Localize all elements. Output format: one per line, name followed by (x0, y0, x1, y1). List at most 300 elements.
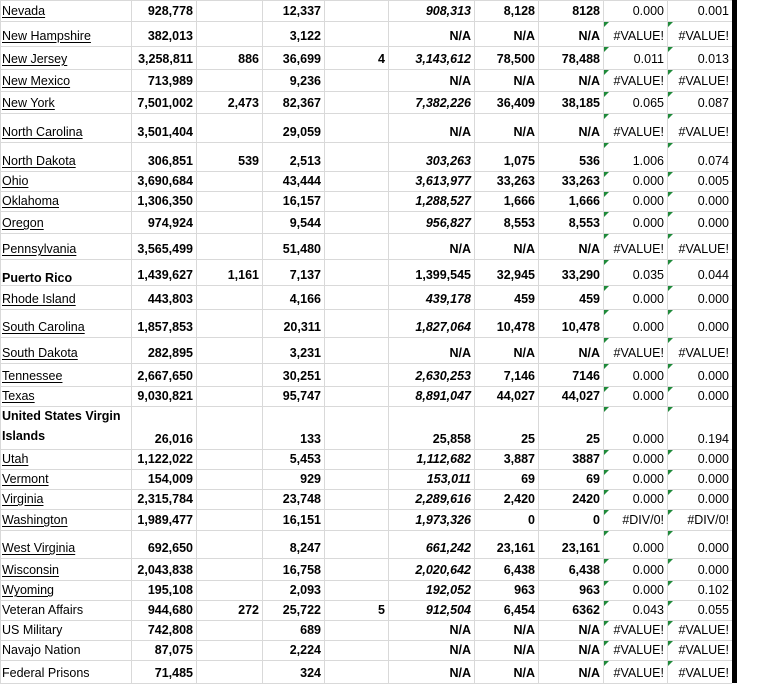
data-cell[interactable]: 8128 (572, 4, 600, 18)
data-cell[interactable]: 0.087 (697, 96, 729, 110)
data-cell[interactable]: 0.000 (632, 174, 664, 188)
data-cell[interactable] (325, 309, 388, 337)
data-cell[interactable]: N/A (513, 74, 535, 88)
data-cell[interactable]: 7,137 (289, 268, 321, 282)
data-cell[interactable]: 1,666 (568, 194, 600, 208)
data-cell[interactable]: 0.000 (632, 320, 664, 334)
data-cell[interactable]: 1,161 (227, 268, 259, 282)
row-label-cell[interactable]: Pennsylvania (2, 242, 77, 256)
row-label-cell[interactable]: Oklahoma (2, 194, 59, 208)
data-cell[interactable] (197, 285, 262, 309)
data-cell[interactable]: 661,242 (425, 541, 471, 555)
data-cell[interactable]: 0.000 (632, 216, 664, 230)
error-indicator-icon (604, 490, 609, 495)
data-cell[interactable]: 133 (300, 432, 321, 446)
data-cell[interactable]: 382,013 (147, 29, 193, 43)
data-cell[interactable]: 43,444 (282, 174, 321, 188)
data-cell[interactable]: 0.001 (697, 4, 729, 18)
data-cell[interactable]: 69 (521, 472, 535, 486)
data-cell[interactable]: 2,667,650 (137, 369, 193, 383)
data-cell[interactable] (325, 171, 388, 191)
data-cell[interactable]: 0.000 (632, 492, 664, 506)
data-cell[interactable]: 3,565,499 (137, 242, 193, 256)
data-cell[interactable]: 2420 (572, 492, 600, 506)
data-cell[interactable]: 0.005 (697, 174, 729, 188)
data-cell[interactable] (325, 558, 388, 580)
data-cell[interactable] (197, 469, 262, 489)
data-cell[interactable] (197, 233, 262, 259)
data-cell[interactable]: N/A (578, 666, 600, 680)
data-cell[interactable]: 1,827,064 (415, 320, 471, 334)
data-cell[interactable] (325, 469, 388, 489)
data-cell[interactable]: 1.006 (632, 154, 664, 168)
data-cell[interactable]: N/A (449, 125, 471, 139)
data-cell[interactable]: N/A (449, 29, 471, 43)
row-label-cell[interactable]: Virginia (2, 492, 44, 506)
data-cell[interactable]: #VALUE! (613, 74, 664, 88)
data-cell[interactable]: N/A (578, 643, 600, 657)
data-cell[interactable] (325, 530, 388, 558)
data-cell[interactable]: 38,185 (561, 96, 600, 110)
error-indicator-icon (668, 490, 673, 495)
data-cell[interactable]: 23,161 (561, 541, 600, 555)
data-cell[interactable]: 2,224 (289, 643, 321, 657)
data-cell[interactable] (325, 142, 388, 171)
data-cell[interactable]: 87,075 (154, 643, 193, 657)
error-indicator-icon (668, 621, 673, 626)
data-cell[interactable]: 9,030,821 (137, 389, 193, 403)
data-cell[interactable]: 2,513 (289, 154, 321, 168)
data-cell[interactable]: 0.000 (632, 583, 664, 597)
row-label-cell[interactable]: Nevada (2, 4, 46, 18)
row-label-cell[interactable]: Wyoming (2, 583, 54, 597)
data-cell[interactable] (197, 21, 262, 46)
data-cell[interactable] (325, 0, 388, 21)
data-cell[interactable]: 8,128 (503, 4, 535, 18)
data-cell[interactable]: 78,500 (496, 52, 535, 66)
data-cell[interactable]: 0.000 (632, 4, 664, 18)
data-cell[interactable]: 272 (238, 603, 259, 617)
data-cell[interactable]: 306,851 (147, 154, 193, 168)
data-cell[interactable]: 0.035 (632, 268, 664, 282)
data-cell[interactable]: 51,480 (282, 242, 321, 256)
data-cell[interactable]: N/A (449, 346, 471, 360)
data-cell[interactable]: #VALUE! (613, 242, 664, 256)
data-cell[interactable]: 1,989,477 (137, 513, 193, 527)
data-cell[interactable]: 1,122,022 (137, 452, 193, 466)
data-cell[interactable]: 0 (528, 513, 535, 527)
row-label-cell[interactable]: New York (2, 96, 55, 110)
data-cell[interactable]: 2,093 (289, 583, 321, 597)
row-label-cell[interactable]: South Carolina (2, 320, 85, 334)
row-label-cell[interactable]: Oregon (2, 216, 44, 230)
data-cell[interactable]: 0.000 (632, 389, 664, 403)
data-cell[interactable]: N/A (449, 643, 471, 657)
data-cell[interactable]: N/A (449, 666, 471, 680)
data-cell[interactable]: 0 (593, 513, 600, 527)
data-cell[interactable]: 2,043,838 (137, 563, 193, 577)
data-cell[interactable]: 1,857,853 (137, 320, 193, 334)
data-cell[interactable]: 0.194 (697, 432, 729, 446)
data-cell[interactable] (197, 171, 262, 191)
error-indicator-icon (604, 114, 609, 119)
data-cell[interactable] (197, 211, 262, 233)
data-cell[interactable]: 23,161 (496, 541, 535, 555)
row-label-cell[interactable]: Veteran Affairs (2, 603, 84, 617)
data-cell[interactable]: 324 (300, 666, 321, 680)
data-cell[interactable]: 539 (238, 154, 259, 168)
data-cell[interactable]: 2,315,784 (137, 492, 193, 506)
data-cell[interactable] (325, 233, 388, 259)
data-cell[interactable]: 8,553 (503, 216, 535, 230)
row-label-cell[interactable]: West Virginia (2, 541, 76, 555)
data-cell[interactable]: 974,924 (147, 216, 193, 230)
data-cell[interactable]: N/A (578, 242, 600, 256)
data-cell[interactable]: 8,247 (289, 541, 321, 555)
error-indicator-icon (604, 212, 609, 217)
data-cell[interactable]: 0.000 (632, 369, 664, 383)
data-cell[interactable]: 7,382,226 (415, 96, 471, 110)
data-cell[interactable]: #VALUE! (678, 623, 729, 637)
row-label-cell[interactable]: Federal Prisons (2, 666, 90, 680)
data-cell[interactable] (325, 191, 388, 211)
data-cell[interactable]: N/A (513, 666, 535, 680)
data-cell[interactable] (197, 660, 262, 683)
data-cell[interactable]: 443,803 (147, 292, 193, 306)
data-cell[interactable]: 1,112,682 (416, 452, 471, 466)
data-cell[interactable]: 69 (586, 472, 600, 486)
data-cell[interactable]: 0.013 (697, 52, 729, 66)
data-cell[interactable]: #VALUE! (613, 623, 664, 637)
data-cell[interactable]: 963 (514, 583, 535, 597)
data-cell[interactable]: 0.000 (697, 292, 729, 306)
data-cell[interactable]: 6362 (572, 603, 600, 617)
data-cell[interactable]: 36,409 (496, 96, 535, 110)
data-cell[interactable]: 10,478 (496, 320, 535, 334)
data-cell[interactable]: 95,747 (282, 389, 321, 403)
row-label-cell[interactable]: United States Virgin Islands (2, 409, 121, 443)
error-indicator-icon (668, 387, 673, 392)
data-cell[interactable]: 2,289,616 (415, 492, 471, 506)
data-cell[interactable]: #VALUE! (678, 29, 729, 43)
data-cell[interactable]: 282,895 (147, 346, 193, 360)
error-indicator-icon (604, 559, 609, 564)
data-cell[interactable]: #VALUE! (613, 346, 664, 360)
data-cell[interactable]: N/A (578, 74, 600, 88)
data-cell[interactable]: 10,478 (561, 320, 600, 334)
data-cell[interactable]: 912,504 (425, 603, 471, 617)
data-cell[interactable]: 0.000 (697, 216, 729, 230)
data-cell[interactable]: 742,808 (147, 623, 193, 637)
data-cell[interactable]: 25,722 (282, 603, 321, 617)
data-cell[interactable]: 689 (300, 623, 321, 637)
data-cell[interactable]: 3,143,612 (415, 52, 471, 66)
data-cell[interactable]: 0.000 (697, 389, 729, 403)
data-cell[interactable]: 8,891,047 (415, 389, 471, 403)
data-cell[interactable]: 9,544 (289, 216, 321, 230)
data-cell[interactable]: 4,166 (289, 292, 321, 306)
error-indicator-icon (604, 531, 609, 536)
data-cell[interactable]: 7,146 (503, 369, 535, 383)
row-label-cell[interactable]: Washington (2, 513, 68, 527)
data-cell[interactable]: 0.000 (697, 492, 729, 506)
data-cell[interactable] (325, 620, 388, 640)
data-cell[interactable]: 154,009 (147, 472, 193, 486)
data-cell[interactable]: #VALUE! (678, 666, 729, 680)
data-cell[interactable]: 82,367 (282, 96, 321, 110)
data-cell[interactable]: 3,231 (289, 346, 321, 360)
data-cell[interactable]: N/A (449, 74, 471, 88)
data-cell[interactable]: 0.000 (632, 432, 664, 446)
data-cell[interactable]: N/A (578, 346, 600, 360)
data-cell[interactable]: 1,399,545 (415, 268, 471, 282)
data-cell[interactable]: 0.000 (632, 563, 664, 577)
data-cell[interactable] (197, 640, 262, 660)
data-cell[interactable]: 3,690,684 (137, 174, 193, 188)
data-cell[interactable]: 33,263 (561, 174, 600, 188)
data-cell[interactable] (197, 191, 262, 211)
data-cell[interactable] (325, 640, 388, 660)
data-cell[interactable]: 23,748 (282, 492, 321, 506)
data-cell[interactable]: 956,827 (425, 216, 471, 230)
data-cell[interactable]: 0.044 (697, 268, 729, 282)
row-label-cell[interactable]: Ohio (2, 174, 29, 188)
data-cell[interactable]: 5 (378, 603, 385, 617)
data-cell[interactable]: 33,263 (496, 174, 535, 188)
data-cell[interactable]: 459 (579, 292, 600, 306)
data-cell[interactable]: 0.000 (697, 320, 729, 334)
data-cell[interactable]: 20,311 (283, 320, 321, 334)
data-cell[interactable]: 8,553 (568, 216, 600, 230)
data-cell[interactable]: 16,157 (282, 194, 321, 208)
data-cell[interactable]: 0.065 (632, 96, 664, 110)
data-cell[interactable] (197, 449, 262, 469)
data-cell[interactable]: N/A (513, 346, 535, 360)
data-cell[interactable]: 33,290 (561, 268, 600, 282)
error-indicator-icon (604, 143, 609, 148)
data-cell[interactable]: #VALUE! (613, 125, 664, 139)
data-cell[interactable]: N/A (449, 623, 471, 637)
data-cell[interactable] (197, 113, 262, 142)
data-cell[interactable]: 0.000 (697, 541, 729, 555)
row-label-cell[interactable]: Tennessee (2, 369, 63, 383)
row-label-cell[interactable]: New Hampshire (2, 29, 91, 43)
data-cell[interactable]: 0.011 (633, 52, 664, 66)
data-cell[interactable]: N/A (513, 125, 535, 139)
data-cell[interactable]: 2,630,253 (415, 369, 471, 383)
data-cell[interactable]: 6,438 (568, 563, 600, 577)
data-cell[interactable]: N/A (513, 643, 535, 657)
data-cell[interactable]: 3,613,977 (415, 174, 471, 188)
data-cell[interactable] (325, 259, 388, 285)
data-cell[interactable]: 195,108 (147, 583, 193, 597)
data-cell[interactable]: 0.000 (697, 472, 729, 486)
data-cell[interactable] (325, 580, 388, 600)
data-cell[interactable]: 0.000 (632, 472, 664, 486)
data-cell[interactable]: 25 (586, 432, 600, 446)
data-cell[interactable]: 1,288,527 (415, 194, 471, 208)
data-cell[interactable]: 29,059 (282, 125, 321, 139)
data-cell[interactable]: 30,251 (282, 369, 321, 383)
data-cell[interactable] (325, 660, 388, 683)
row-label-cell[interactable]: New Mexico (2, 74, 71, 88)
data-cell[interactable] (325, 113, 388, 142)
data-cell[interactable] (197, 489, 262, 509)
data-cell[interactable]: #VALUE! (613, 643, 664, 657)
data-cell[interactable] (197, 337, 262, 363)
data-cell[interactable]: #VALUE! (613, 29, 664, 43)
data-cell[interactable] (197, 620, 262, 640)
data-cell[interactable]: 12,337 (282, 4, 321, 18)
data-cell[interactable]: 4 (378, 52, 385, 66)
row-label-cell[interactable]: Texas (2, 389, 35, 403)
row-label-cell[interactable]: South Dakota (2, 346, 78, 360)
data-cell[interactable]: 929 (300, 472, 321, 486)
data-cell[interactable]: 153,011 (426, 472, 471, 486)
data-cell[interactable] (325, 406, 388, 449)
row-label-cell[interactable]: Utah (2, 452, 29, 466)
data-cell[interactable] (325, 69, 388, 91)
data-cell[interactable] (197, 363, 262, 386)
data-cell[interactable]: 0.043 (632, 603, 664, 617)
data-cell[interactable]: N/A (513, 623, 535, 637)
data-cell[interactable]: 536 (579, 154, 600, 168)
data-cell[interactable]: #VALUE! (613, 666, 664, 680)
data-cell[interactable]: #VALUE! (678, 242, 729, 256)
data-cell[interactable]: 2,020,642 (415, 563, 471, 577)
row-label-cell[interactable]: Rhode Island (2, 292, 76, 306)
data-cell[interactable]: 71,485 (154, 666, 193, 680)
data-cell[interactable] (197, 69, 262, 91)
data-cell[interactable] (325, 91, 388, 113)
data-cell[interactable]: N/A (578, 29, 600, 43)
data-cell[interactable]: 32,945 (496, 268, 535, 282)
data-cell[interactable] (325, 285, 388, 309)
data-cell[interactable]: 3,258,811 (138, 52, 193, 66)
data-cell[interactable]: #VALUE! (678, 643, 729, 657)
data-cell[interactable]: #VALUE! (678, 346, 729, 360)
data-cell[interactable]: 25 (521, 432, 535, 446)
data-cell[interactable]: 25,858 (432, 432, 471, 446)
data-cell[interactable]: #DIV/0! (622, 513, 664, 527)
data-cell[interactable]: 7146 (572, 369, 600, 383)
data-cell[interactable]: N/A (513, 29, 535, 43)
data-cell[interactable] (325, 21, 388, 46)
data-cell[interactable]: #VALUE! (678, 125, 729, 139)
data-cell[interactable]: 0.000 (697, 452, 729, 466)
data-cell[interactable]: 439,178 (425, 292, 471, 306)
data-cell[interactable] (197, 530, 262, 558)
data-cell[interactable] (325, 363, 388, 386)
data-cell[interactable]: 6,454 (503, 603, 535, 617)
data-cell[interactable] (197, 558, 262, 580)
data-cell[interactable]: N/A (578, 623, 600, 637)
error-indicator-icon (604, 286, 609, 291)
data-cell[interactable]: 459 (514, 292, 535, 306)
data-cell[interactable]: 886 (238, 52, 259, 66)
data-cell[interactable]: 26,016 (154, 432, 193, 446)
data-cell[interactable]: 0.074 (697, 154, 729, 168)
data-cell[interactable]: 44,027 (496, 389, 535, 403)
data-cell[interactable]: #DIV/0! (687, 513, 729, 527)
data-cell[interactable]: 3887 (572, 452, 600, 466)
data-cell[interactable]: 0.000 (632, 194, 664, 208)
data-cell[interactable]: N/A (449, 242, 471, 256)
data-cell[interactable]: 713,989 (147, 74, 193, 88)
data-cell[interactable]: N/A (513, 242, 535, 256)
data-cell[interactable]: 944,680 (147, 603, 193, 617)
data-cell[interactable]: 3,887 (503, 452, 535, 466)
data-cell[interactable]: 3,122 (289, 29, 321, 43)
data-cell[interactable]: 7,501,002 (137, 96, 193, 110)
data-cell[interactable]: 6,438 (503, 563, 535, 577)
row-label-cell[interactable]: New Jersey (2, 52, 68, 66)
data-cell[interactable] (197, 0, 262, 21)
data-cell[interactable]: 1,666 (503, 194, 535, 208)
data-cell[interactable]: 36,699 (282, 52, 321, 66)
data-cell[interactable]: 0.102 (697, 583, 729, 597)
data-cell[interactable]: 0.000 (697, 194, 729, 208)
data-cell[interactable]: 0.000 (697, 563, 729, 577)
row-label-cell[interactable]: US Military (2, 623, 63, 637)
data-cell[interactable]: 1,439,627 (137, 268, 193, 282)
data-cell[interactable]: 44,027 (561, 389, 600, 403)
data-cell[interactable]: 9,236 (289, 74, 321, 88)
data-cell[interactable]: 0.000 (632, 541, 664, 555)
data-cell[interactable]: 692,650 (147, 541, 193, 555)
data-cell[interactable]: 2,473 (227, 96, 259, 110)
row-label-cell[interactable]: Puerto Rico (2, 271, 73, 285)
row-label-cell[interactable]: Wisconsin (2, 563, 59, 577)
row-label-cell[interactable]: Vermont (2, 472, 49, 486)
data-cell[interactable]: 2,420 (503, 492, 535, 506)
data-cell[interactable]: 0.000 (632, 452, 664, 466)
data-cell[interactable]: N/A (578, 125, 600, 139)
data-cell[interactable]: 192,052 (425, 583, 471, 597)
data-cell[interactable]: 16,151 (282, 513, 321, 527)
data-cell[interactable] (197, 386, 262, 406)
data-cell[interactable]: 78,488 (561, 52, 600, 66)
data-cell[interactable] (325, 386, 388, 406)
data-cell[interactable]: 1,075 (503, 154, 535, 168)
row-label-cell[interactable]: Navajo Nation (2, 643, 81, 657)
data-cell[interactable]: 1,973,326 (415, 513, 471, 527)
data-cell[interactable] (197, 309, 262, 337)
data-cell[interactable]: 5,453 (289, 452, 321, 466)
data-cell[interactable] (325, 449, 388, 469)
data-cell[interactable]: 1,306,350 (137, 194, 193, 208)
data-cell[interactable] (325, 211, 388, 233)
row-label-cell[interactable]: North Carolina (2, 125, 83, 139)
data-cell[interactable]: 963 (579, 583, 600, 597)
data-cell[interactable]: 3,501,404 (137, 125, 193, 139)
data-cell[interactable] (325, 509, 388, 530)
data-cell[interactable]: 0.000 (697, 369, 729, 383)
data-cell[interactable] (197, 580, 262, 600)
row-label-cell[interactable]: North Dakota (2, 154, 76, 168)
data-cell[interactable]: 0.055 (697, 603, 729, 617)
data-cell[interactable]: 16,758 (282, 563, 321, 577)
data-cell[interactable]: #VALUE! (678, 74, 729, 88)
data-cell[interactable]: 303,263 (425, 154, 471, 168)
data-cell[interactable] (325, 337, 388, 363)
data-cell[interactable] (197, 406, 262, 449)
data-cell[interactable] (197, 509, 262, 530)
data-cell[interactable]: 928,778 (147, 4, 193, 18)
data-cell[interactable]: 0.000 (632, 292, 664, 306)
data-cell[interactable] (325, 489, 388, 509)
data-cell[interactable]: 908,313 (425, 4, 471, 18)
